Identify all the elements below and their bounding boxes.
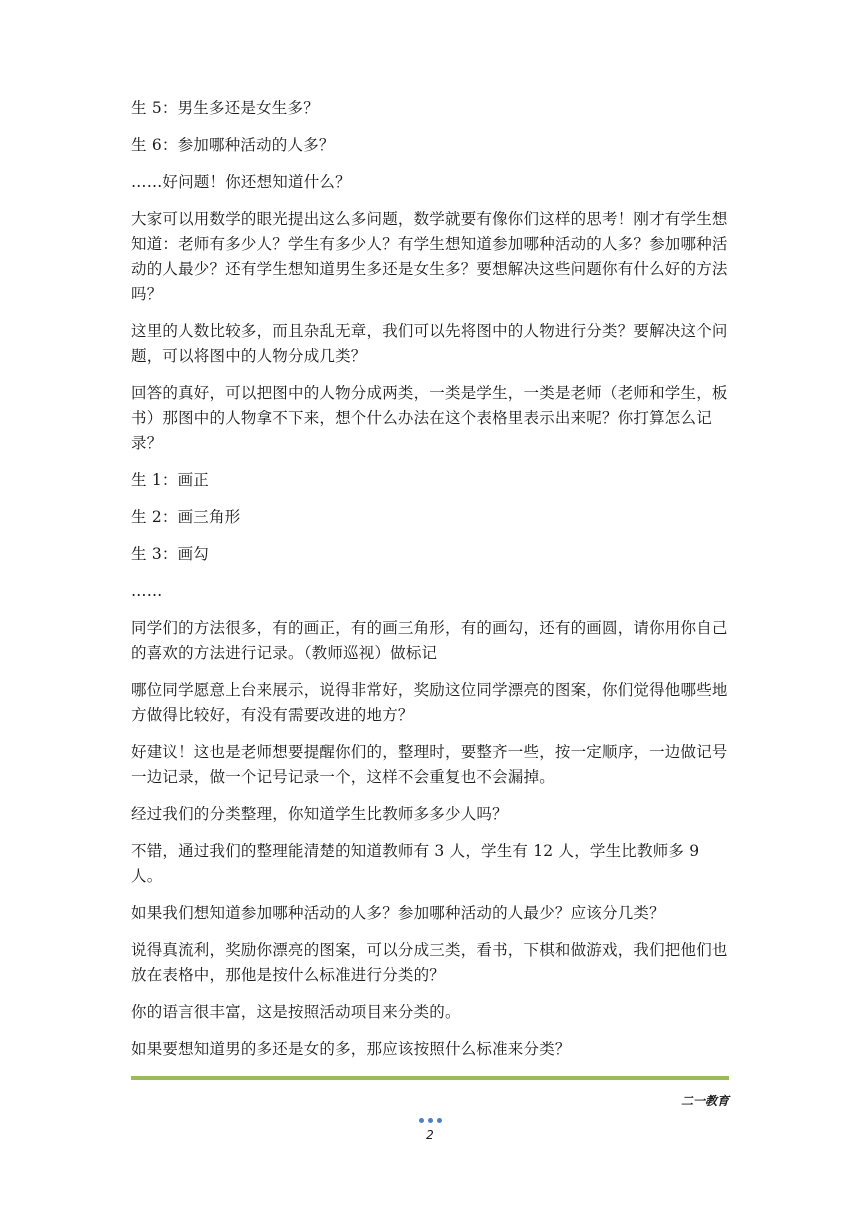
paragraph: 你的语言很丰富，这是按照活动项目来分类的。 (131, 1003, 461, 1021)
paragraph: …… (131, 582, 163, 600)
paragraph: 这里的人数比较多，而且杂乱无章，我们可以先将图中的人物进行分类？要解决这个问题，可以将图中的人物分成几类？ (131, 322, 728, 365)
paragraph: 如果我们想知道参加哪种活动的人多？参加哪种活动的人最少？应该分几类？ (131, 904, 665, 922)
paragraph: 同学们的方法很多，有的画正，有的画三角形，有的画勾，还有的画圆，请你用你自己的喜欢的方法进行记录。（教师巡视）做标记 (131, 619, 728, 662)
dot-icon (437, 1118, 442, 1123)
paragraph: 生 5：男生多还是女生多？ (131, 99, 319, 117)
paragraph: 不错，通过我们的整理能清楚的知道教师有 3 人，学生有 12 人，学生比教师多 9 人。 (131, 842, 700, 885)
footer-brand: 二一教育 (680, 1094, 729, 1108)
paragraph: 如果要想知道男的多还是女的多，那应该按照什么标准来分类？ (131, 1040, 571, 1058)
dot-icon (428, 1118, 433, 1123)
page-dots-icon (0, 1118, 860, 1123)
paragraph: 生 6：参加哪种活动的人多？ (131, 136, 335, 154)
document-body (131, 96, 731, 1074)
paragraph: 生 2：画三角形 (131, 508, 241, 526)
dot-icon (419, 1118, 424, 1123)
footer-divider (131, 1076, 729, 1080)
paragraph: 哪位同学愿意上台来展示，说得非常好，奖励这位同学漂亮的图案，你们觉得他哪些地方做得比较好，有没有需要改进的地方？ (131, 681, 728, 724)
paragraph: 好建议！这也是老师想要提醒你们的，整理时，要整齐一些，按一定顺序，一边做记号一边记录，做一个记号记录一个，这样不会重复也不会漏掉。 (131, 743, 728, 786)
paragraph: 说得真流利，奖励你漂亮的图案，可以分成三类，看书，下棋和做游戏，我们把他们也放在表格中，那他是按什么标准进行分类的？ (131, 941, 728, 984)
page-number: 2 (426, 1128, 434, 1142)
paragraph: 生 3：画勾 (131, 545, 209, 563)
paragraph: 生 1：画正 (131, 471, 209, 489)
paragraph: 大家可以用数学的眼光提出这么多问题，数学就要有像你们这样的思考！刚才有学生想知道：老师有多少人？学生有多少人？有学生想知道参加哪种活动的人多？参加哪种活动的人最少？还有学生想知道男生多还是女生多？要想解决这些问题你有什么好的方法吗？ (131, 210, 728, 303)
paragraph: 经过我们的分类整理，你知道学生比教师多多少人吗？ (131, 805, 508, 823)
paragraph: ……好问题！你还想知道什么？ (131, 173, 351, 191)
paragraph: 回答的真好，可以把图中的人物分成两类，一类是学生，一类是老师（老师和学生，板书）那图中的人物拿不下来，想个什么办法在这个表格里表示出来呢？你打算怎么记录？ (131, 384, 728, 452)
